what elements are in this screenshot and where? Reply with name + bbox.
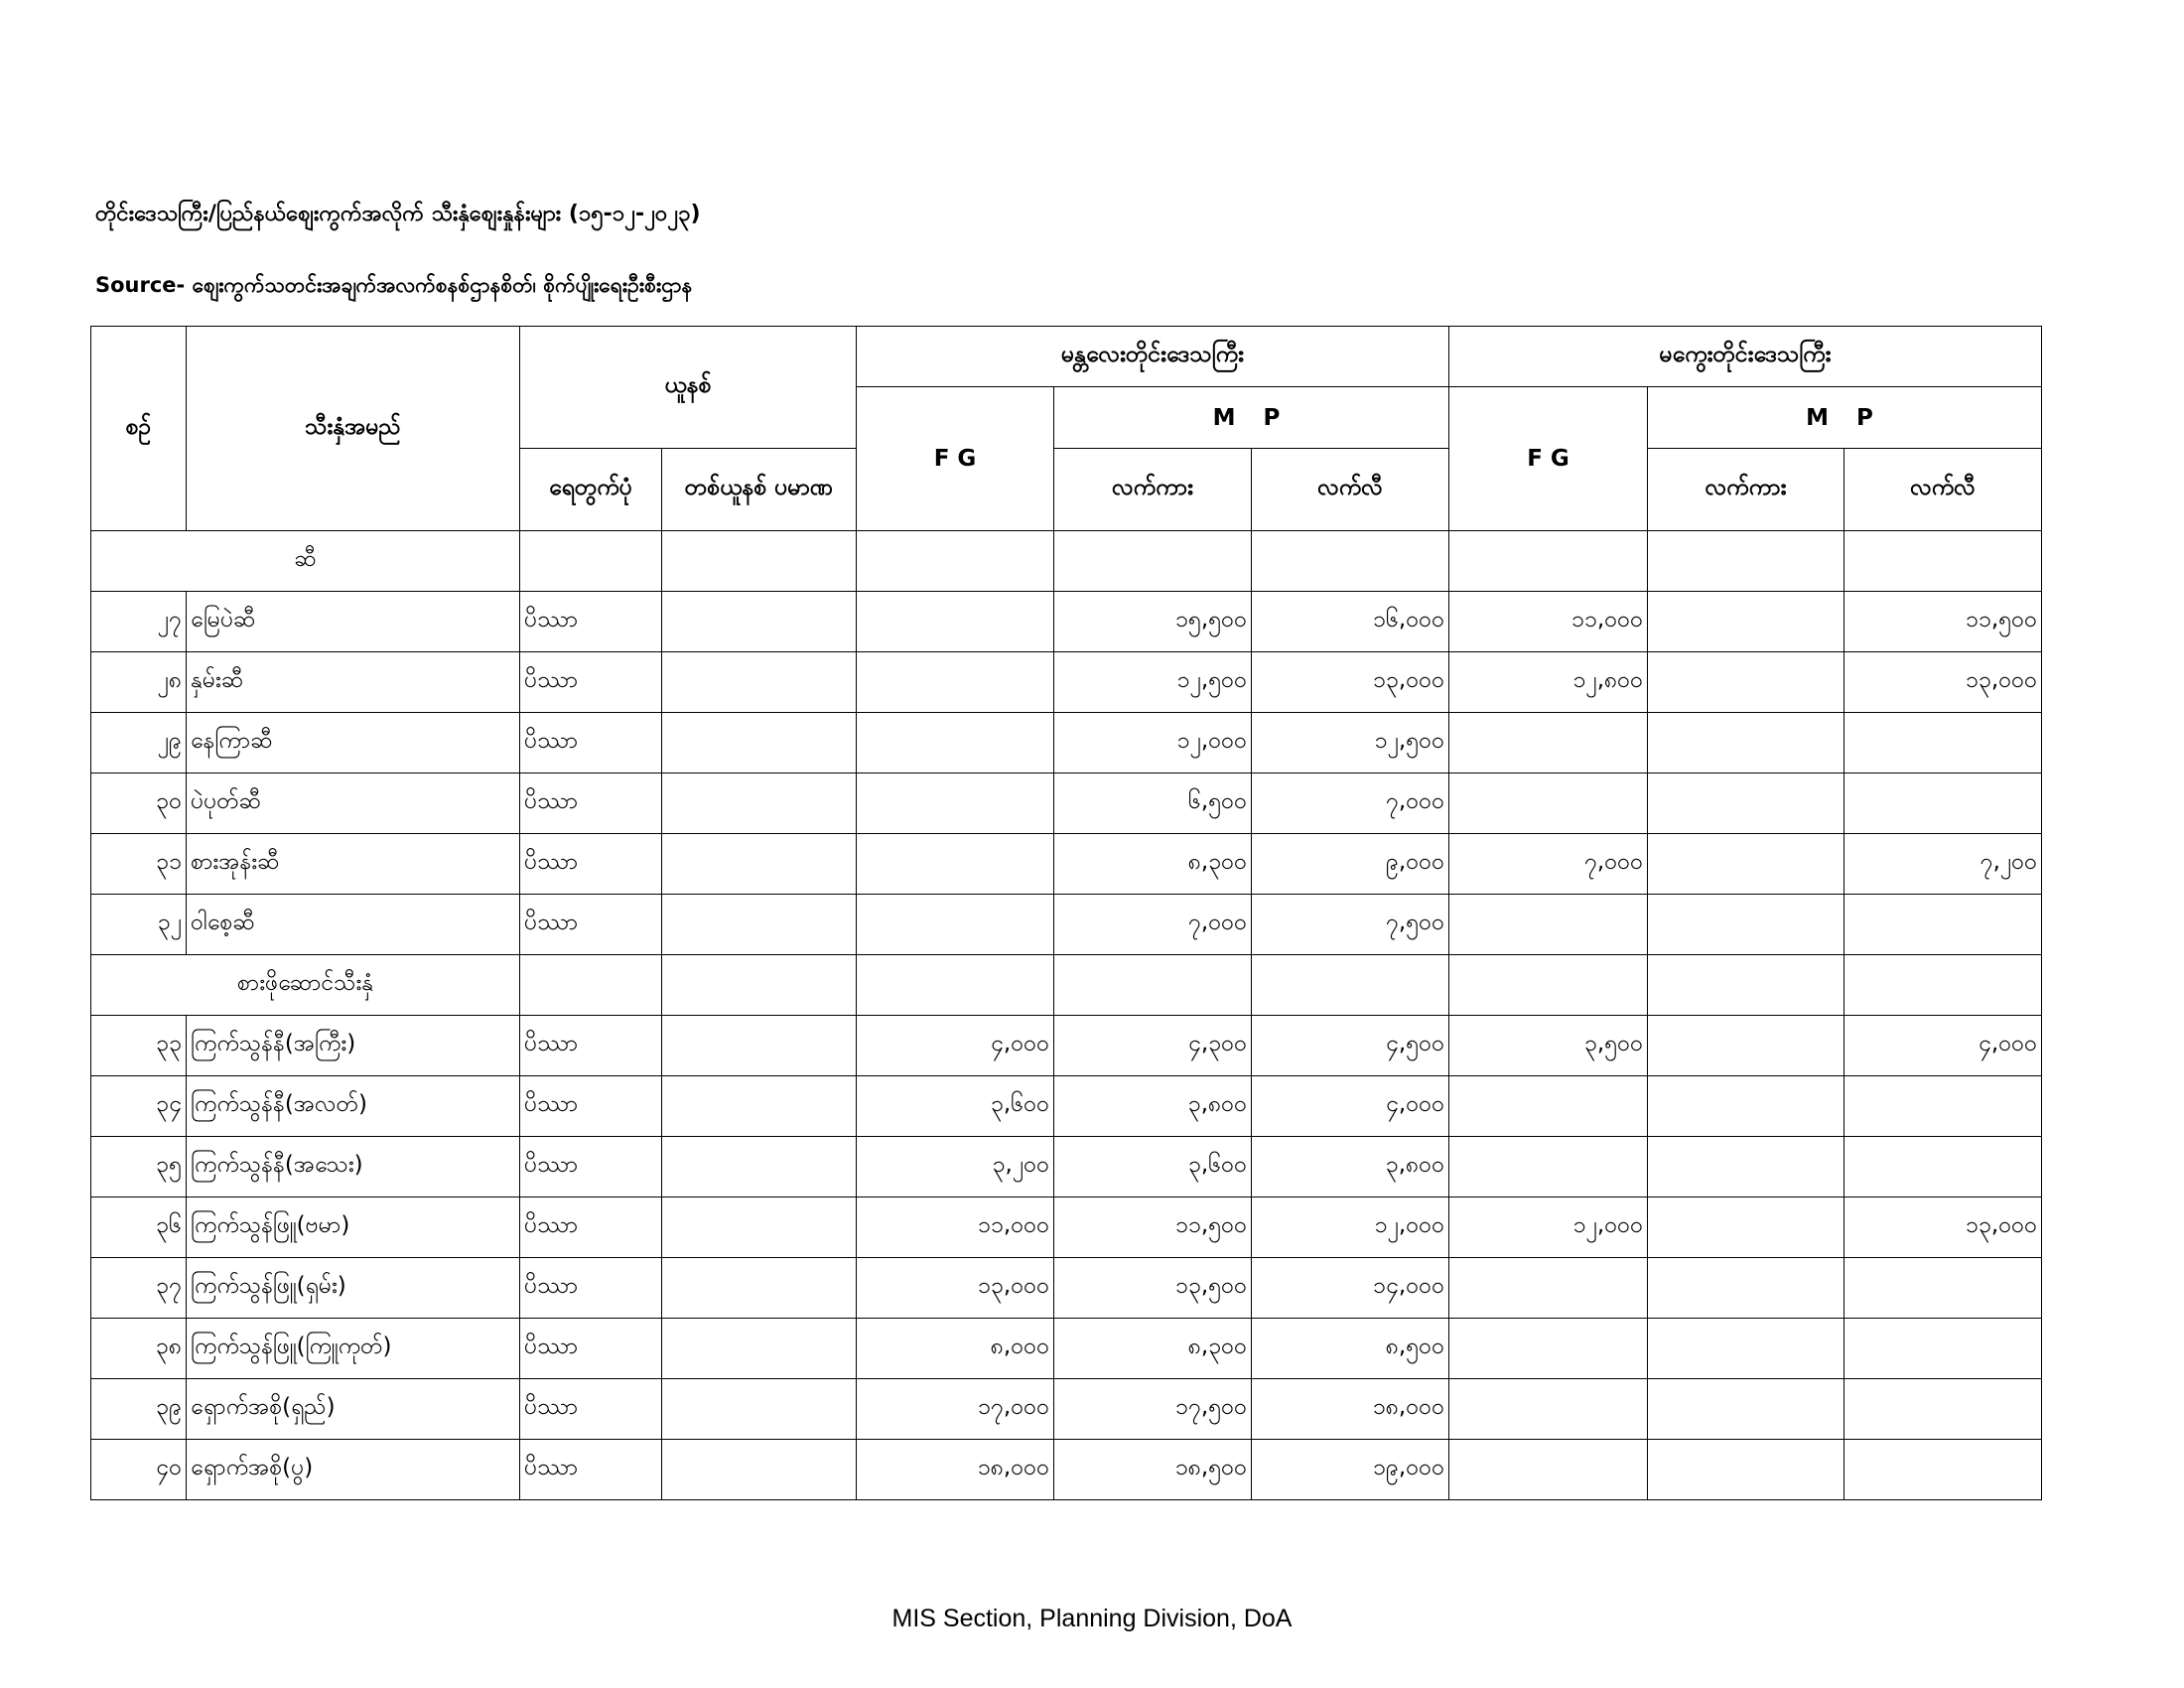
empty-cell	[520, 531, 662, 592]
table-row	[91, 1197, 2042, 1258]
magway-wholesale-price	[1648, 1379, 1844, 1440]
magway-fg-price: ၁၂,၈၀၀	[1449, 652, 1648, 713]
unit-local: ပိဿာ	[520, 1016, 662, 1076]
mandalay-wholesale-price: ၁၂,၅၀၀	[1054, 652, 1252, 713]
magway-wholesale-price	[1648, 1440, 1844, 1500]
row-number: ၂၇	[91, 592, 187, 652]
mandalay-fg-price: ၃,၆၀၀	[857, 1076, 1054, 1137]
magway-retail-price: ၇,၂၀၀	[1844, 834, 2042, 895]
mandalay-retail-price: ၁၈,၀၀၀	[1252, 1379, 1449, 1440]
mandalay-fg-price	[857, 895, 1054, 955]
crop-name: ကြက်သွန်ဖြူ(ဗမာ)	[187, 1197, 520, 1258]
header-mgw-fg: F G	[1449, 387, 1648, 531]
mandalay-wholesale-price: ၁၅,၅၀၀	[1054, 592, 1252, 652]
empty-cell	[1252, 955, 1449, 1016]
mandalay-retail-price: ၉,၀၀၀	[1252, 834, 1449, 895]
row-number: ၃၇	[91, 1258, 187, 1319]
mandalay-retail-price: ၈,၅၀၀	[1252, 1319, 1449, 1379]
table-row	[91, 1440, 2042, 1500]
unit-local: ပိဿာ	[520, 1197, 662, 1258]
mandalay-wholesale-price: ၃,၈၀၀	[1054, 1076, 1252, 1137]
magway-fg-price: ၃,၅၀၀	[1449, 1016, 1648, 1076]
magway-wholesale-price	[1648, 652, 1844, 713]
header-mgw-retail: လက်လီ	[1844, 449, 2042, 531]
empty-cell	[857, 955, 1054, 1016]
row-number: ၃၁	[91, 834, 187, 895]
magway-wholesale-price	[1648, 1319, 1844, 1379]
mandalay-wholesale-price: ၁၇,၅၀၀	[1054, 1379, 1252, 1440]
unit-metric	[662, 1319, 857, 1379]
unit-metric	[662, 652, 857, 713]
empty-cell	[662, 955, 857, 1016]
table-row	[91, 1379, 2042, 1440]
table-row	[91, 774, 2042, 834]
mandalay-retail-price: ၁၂,၅၀၀	[1252, 713, 1449, 774]
header-mdy-fg: F G	[857, 387, 1054, 531]
header-mdy-retail: လက်လီ	[1252, 449, 1449, 531]
table-row	[91, 1016, 2042, 1076]
crop-name: ကြက်သွန်နီ(အလတ်)	[187, 1076, 520, 1137]
mandalay-retail-price: ၁၃,၀၀၀	[1252, 652, 1449, 713]
magway-retail-price	[1844, 1379, 2042, 1440]
mandalay-fg-price: ၄,၀၀၀	[857, 1016, 1054, 1076]
magway-wholesale-price	[1648, 774, 1844, 834]
row-number: ၃၄	[91, 1076, 187, 1137]
unit-metric	[662, 1379, 857, 1440]
mandalay-retail-price: ၄,၅၀၀	[1252, 1016, 1449, 1076]
magway-fg-price	[1449, 774, 1648, 834]
header-mdy-mp: M P	[1054, 387, 1449, 449]
row-number: ၂၈	[91, 652, 187, 713]
unit-local: ပိဿာ	[520, 1319, 662, 1379]
magway-retail-price	[1844, 1319, 2042, 1379]
empty-cell	[1648, 531, 1844, 592]
crop-name: ကြက်သွန်နီ(အကြီး)	[187, 1016, 520, 1076]
mandalay-wholesale-price: ၆,၅၀၀	[1054, 774, 1252, 834]
mandalay-wholesale-price: ၁၂,၀၀၀	[1054, 713, 1252, 774]
empty-cell	[1844, 531, 2042, 592]
empty-cell	[520, 955, 662, 1016]
header-region-magway: မကွေးတိုင်းဒေသကြီး	[1449, 327, 2042, 387]
row-number: ၃၀	[91, 774, 187, 834]
unit-local: ပိဿာ	[520, 895, 662, 955]
magway-retail-price: ၁၁,၅၀၀	[1844, 592, 2042, 652]
magway-fg-price	[1449, 895, 1648, 955]
mandalay-fg-price	[857, 652, 1054, 713]
mandalay-fg-price	[857, 592, 1054, 652]
price-table	[90, 326, 2042, 1500]
unit-local: ပိဿာ	[520, 1379, 662, 1440]
category-label: ဆီ	[91, 531, 520, 592]
row-number: ၂၉	[91, 713, 187, 774]
magway-retail-price: ၄,၀၀၀	[1844, 1016, 2042, 1076]
table-row	[91, 895, 2042, 955]
empty-cell	[1449, 955, 1648, 1016]
row-number: ၃၉	[91, 1379, 187, 1440]
unit-metric	[662, 713, 857, 774]
empty-cell	[1648, 955, 1844, 1016]
empty-cell	[662, 531, 857, 592]
crop-name: ကြက်သွန်နီ(အသေး)	[187, 1137, 520, 1197]
header-unit-metric: တစ်ယူနစ် ပမာဏ	[662, 449, 857, 531]
magway-fg-price: ၁၂,၀၀၀	[1449, 1197, 1648, 1258]
mandalay-retail-price: ၃,၈၀၀	[1252, 1137, 1449, 1197]
mandalay-fg-price: ၁၁,၀၀၀	[857, 1197, 1054, 1258]
mandalay-wholesale-price: ၄,၃၀၀	[1054, 1016, 1252, 1076]
mandalay-fg-price	[857, 774, 1054, 834]
mandalay-fg-price: ၁၃,၀၀၀	[857, 1258, 1054, 1319]
magway-wholesale-price	[1648, 1197, 1844, 1258]
row-number: ၃၅	[91, 1137, 187, 1197]
table-row	[91, 1319, 2042, 1379]
unit-local: ပိဿာ	[520, 652, 662, 713]
unit-local: ပိဿာ	[520, 1137, 662, 1197]
unit-metric	[662, 1197, 857, 1258]
magway-retail-price	[1844, 1137, 2042, 1197]
unit-metric	[662, 834, 857, 895]
table-row	[91, 834, 2042, 895]
row-number: ၄၀	[91, 1440, 187, 1500]
mandalay-wholesale-price: ၈,၃၀၀	[1054, 1319, 1252, 1379]
unit-metric	[662, 1137, 857, 1197]
mandalay-retail-price: ၇,၅၀၀	[1252, 895, 1449, 955]
unit-local: ပိဿာ	[520, 713, 662, 774]
magway-fg-price	[1449, 1258, 1648, 1319]
header-mgw-wholesale: လက်ကား	[1648, 449, 1844, 531]
header-no: စဉ်	[91, 327, 187, 531]
crop-name: ရှောက်အစို(ရှည်)	[187, 1379, 520, 1440]
mandalay-retail-price: ၁၆,၀၀၀	[1252, 592, 1449, 652]
magway-wholesale-price	[1648, 834, 1844, 895]
magway-fg-price: ၇,၀၀၀	[1449, 834, 1648, 895]
header-mdy-wholesale: လက်ကား	[1054, 449, 1252, 531]
magway-retail-price	[1844, 774, 2042, 834]
magway-retail-price	[1844, 713, 2042, 774]
empty-cell	[1844, 955, 2042, 1016]
magway-wholesale-price	[1648, 1076, 1844, 1137]
magway-wholesale-price	[1648, 592, 1844, 652]
magway-fg-price	[1449, 713, 1648, 774]
unit-metric	[662, 774, 857, 834]
mandalay-wholesale-price: ၁၈,၅၀၀	[1054, 1440, 1252, 1500]
unit-local: ပိဿာ	[520, 592, 662, 652]
table-row	[91, 1137, 2042, 1197]
mandalay-fg-price: ၈,၀၀၀	[857, 1319, 1054, 1379]
mandalay-fg-price: ၁၇,၀၀၀	[857, 1379, 1054, 1440]
category-row	[91, 531, 2042, 592]
magway-wholesale-price	[1648, 713, 1844, 774]
empty-cell	[1449, 531, 1648, 592]
mandalay-retail-price: ၄,၀၀၀	[1252, 1076, 1449, 1137]
row-number: ၃၂	[91, 895, 187, 955]
mandalay-wholesale-price: ၁၁,၅၀၀	[1054, 1197, 1252, 1258]
magway-wholesale-price	[1648, 1258, 1844, 1319]
magway-wholesale-price	[1648, 1016, 1844, 1076]
magway-fg-price	[1449, 1379, 1648, 1440]
header-mgw-mp: M P	[1648, 387, 2042, 449]
header-region-mandalay: မန္တလေးတိုင်းဒေသကြီး	[857, 327, 1449, 387]
source-line: Source- စျေးကွက်သတင်းအချက်အလက်စနစ်ဌာနစိတ်၊ စိုက်ပျိုးရေးဦးစီးဌာန	[95, 273, 693, 297]
magway-wholesale-price	[1648, 895, 1844, 955]
footer: MIS Section, Planning Division, DoA	[891, 1605, 1293, 1632]
magway-retail-price: ၁၃,၀၀၀	[1844, 652, 2042, 713]
crop-name: နေကြာဆီ	[187, 713, 520, 774]
empty-cell	[857, 531, 1054, 592]
crop-name: နှမ်းဆီ	[187, 652, 520, 713]
table-row	[91, 652, 2042, 713]
unit-metric	[662, 895, 857, 955]
row-number: ၃၈	[91, 1319, 187, 1379]
crop-name: ကြက်သွန်ဖြူ(ကြူကုတ်)	[187, 1319, 520, 1379]
unit-local: ပိဿာ	[520, 1258, 662, 1319]
crop-name: ကြက်သွန်ဖြူ(ရှမ်း)	[187, 1258, 520, 1319]
magway-fg-price	[1449, 1076, 1648, 1137]
header-unit: ယူနစ်	[520, 327, 857, 449]
magway-retail-price	[1844, 895, 2042, 955]
crop-name: ရှောက်အစို(ပွ)	[187, 1440, 520, 1500]
crop-name: ပဲပုတ်ဆီ	[187, 774, 520, 834]
unit-metric	[662, 1076, 857, 1137]
mandalay-fg-price	[857, 713, 1054, 774]
crop-name: စားအုန်းဆီ	[187, 834, 520, 895]
mandalay-retail-price: ၁၉,၀၀၀	[1252, 1440, 1449, 1500]
magway-retail-price	[1844, 1076, 2042, 1137]
magway-retail-price: ၁၃,၀၀၀	[1844, 1197, 2042, 1258]
table-row	[91, 1258, 2042, 1319]
mandalay-fg-price	[857, 834, 1054, 895]
mandalay-fg-price: ၁၈,၀၀၀	[857, 1440, 1054, 1500]
magway-fg-price: ၁၁,၀၀၀	[1449, 592, 1648, 652]
unit-local: ပိဿာ	[520, 1076, 662, 1137]
table-row	[91, 1076, 2042, 1137]
crop-name: ဝါစေ့ဆီ	[187, 895, 520, 955]
mandalay-wholesale-price: ၇,၀၀၀	[1054, 895, 1252, 955]
magway-wholesale-price	[1648, 1137, 1844, 1197]
unit-local: ပိဿာ	[520, 834, 662, 895]
magway-fg-price	[1449, 1440, 1648, 1500]
header-crop-name: သီးနှံအမည်	[187, 327, 520, 531]
table-row	[91, 592, 2042, 652]
header-unit-local: ရေတွက်ပုံ	[520, 449, 662, 531]
table-body	[91, 531, 2042, 1500]
crop-name: မြေပဲဆီ	[187, 592, 520, 652]
magway-fg-price	[1449, 1137, 1648, 1197]
category-label: စားဖိုဆောင်သီးနှံ	[91, 955, 520, 1016]
magway-retail-price	[1844, 1258, 2042, 1319]
unit-metric	[662, 1440, 857, 1500]
mandalay-retail-price: ၁၄,၀၀၀	[1252, 1258, 1449, 1319]
mandalay-wholesale-price: ၃,၆၀၀	[1054, 1137, 1252, 1197]
empty-cell	[1252, 531, 1449, 592]
document-title: တိုင်းဒေသကြီး/ပြည်နယ်စျေးကွက်အလိုက် သီးနှံစျေးနှုန်းများ (၁၅-၁၂-၂၀၂၃)	[95, 202, 701, 226]
row-number: ၃၃	[91, 1016, 187, 1076]
magway-fg-price	[1449, 1319, 1648, 1379]
unit-metric	[662, 1258, 857, 1319]
empty-cell	[1054, 531, 1252, 592]
unit-local: ပိဿာ	[520, 774, 662, 834]
mandalay-retail-price: ၁၂,၀၀၀	[1252, 1197, 1449, 1258]
mandalay-wholesale-price: ၁၃,၅၀၀	[1054, 1258, 1252, 1319]
magway-retail-price	[1844, 1440, 2042, 1500]
unit-metric	[662, 592, 857, 652]
mandalay-retail-price: ၇,၀၀၀	[1252, 774, 1449, 834]
empty-cell	[1054, 955, 1252, 1016]
mandalay-wholesale-price: ၈,၃၀၀	[1054, 834, 1252, 895]
unit-local: ပိဿာ	[520, 1440, 662, 1500]
category-row	[91, 955, 2042, 1016]
header-row-1	[91, 327, 2042, 387]
unit-metric	[662, 1016, 857, 1076]
table-row	[91, 713, 2042, 774]
row-number: ၃၆	[91, 1197, 187, 1258]
mandalay-fg-price: ၃,၂၀၀	[857, 1137, 1054, 1197]
